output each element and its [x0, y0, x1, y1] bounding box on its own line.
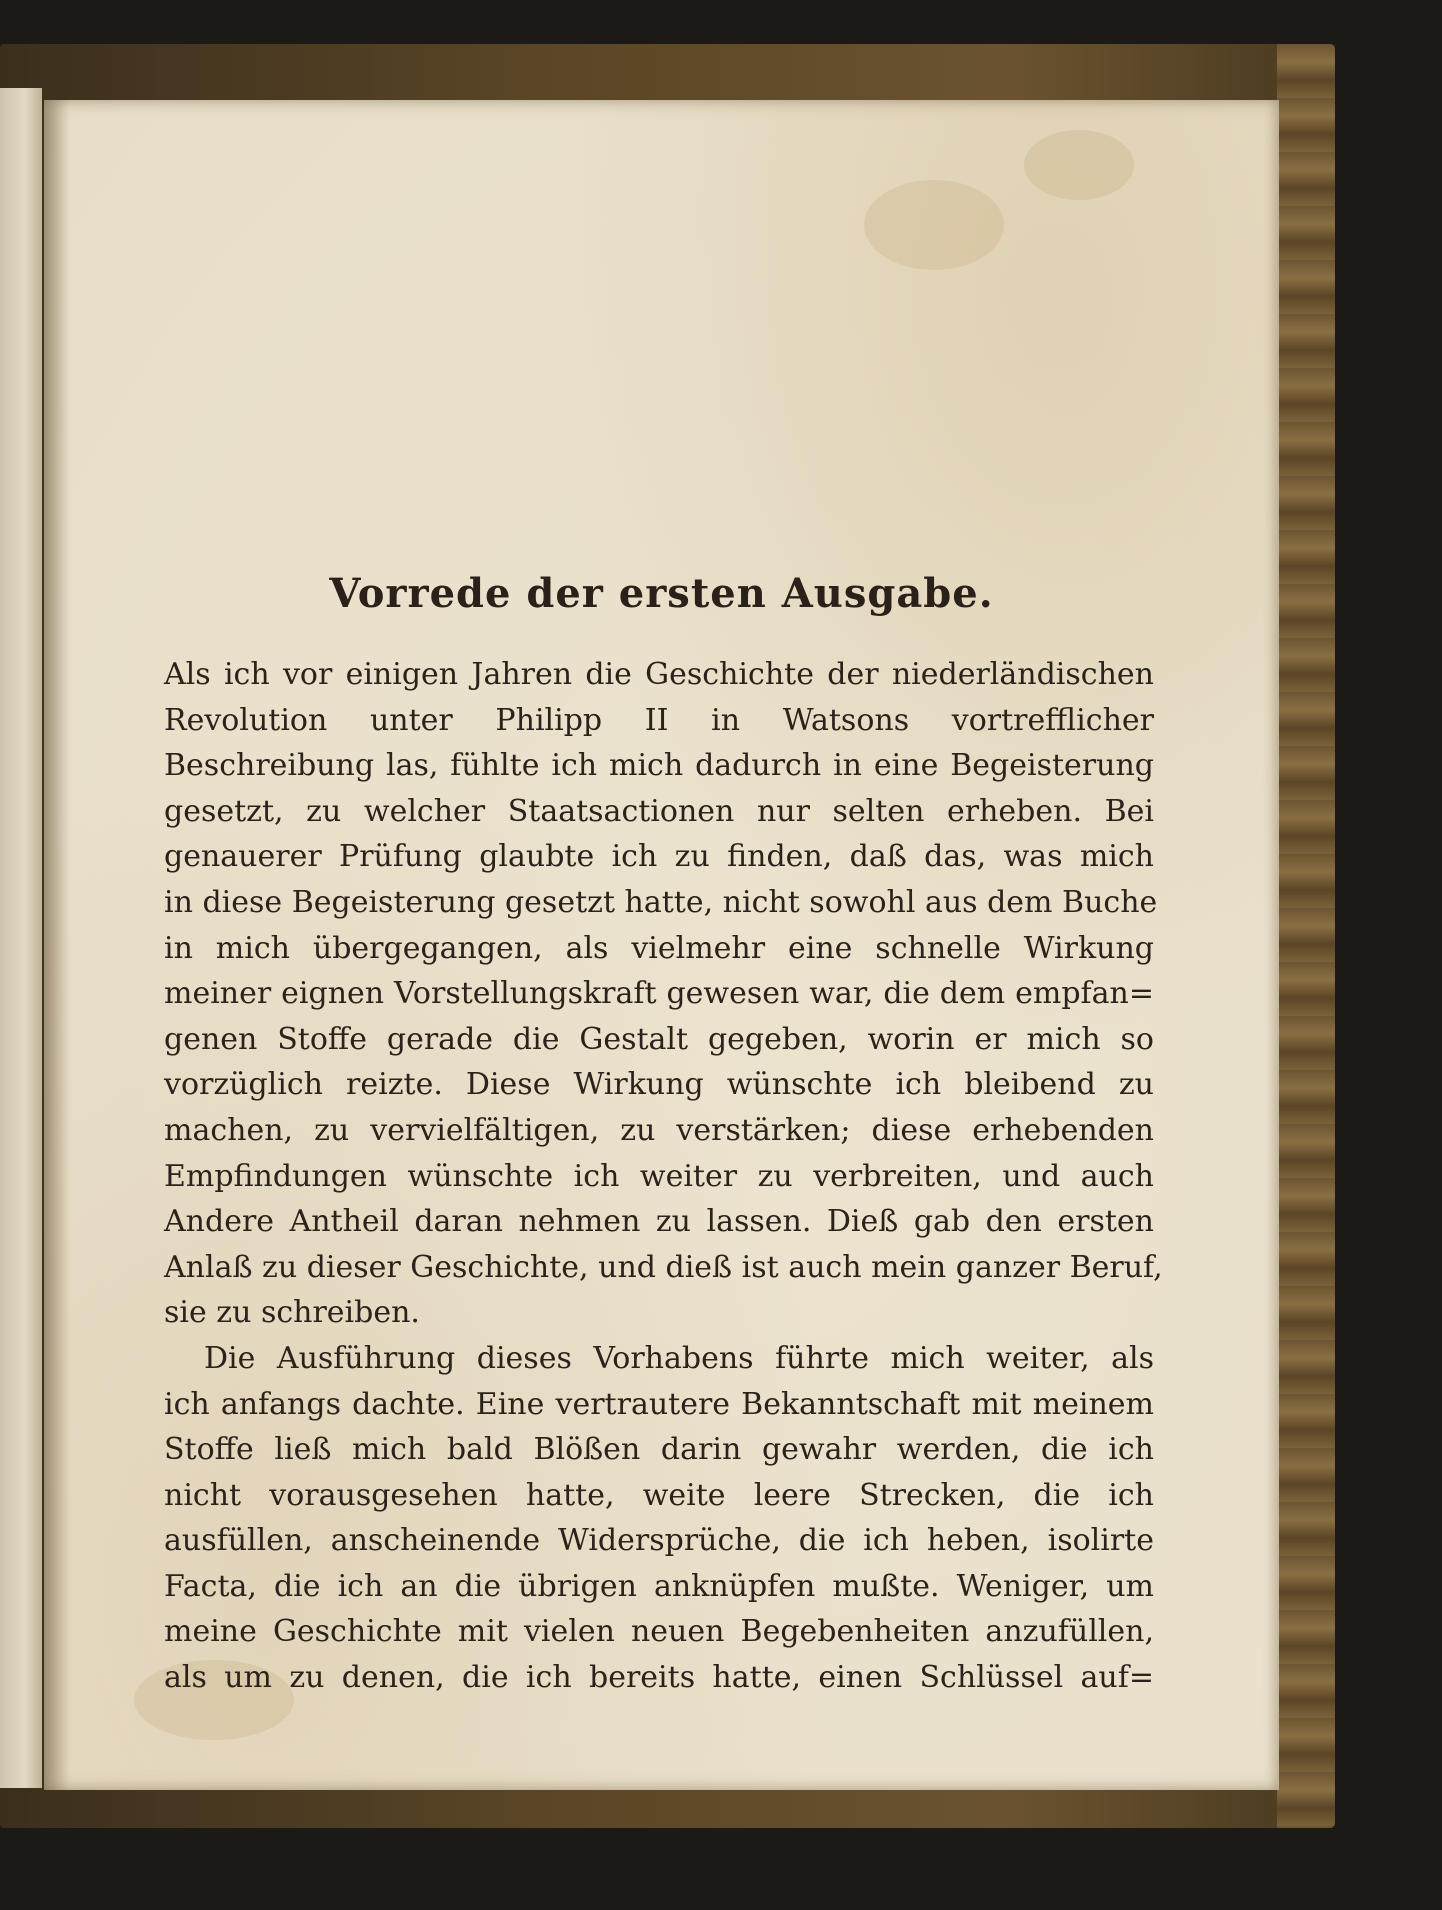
text-line: in mich übergegangen, als vielmehr eine schnelle Wirkung [164, 930, 1154, 966]
text-line: Anlaß zu dieser Geschichte, und dieß ist auch mein ganzer Beruf, [164, 1249, 1163, 1285]
body-text [164, 652, 1163, 1701]
text-line: meiner eignen Vorstellungskraft gewesen war, die dem empfan= [164, 976, 1154, 1012]
chapter-heading: Vorrede der ersten Ausgabe. [329, 570, 994, 617]
text-line: sie zu schreiben. [164, 1295, 420, 1331]
spine-shadow [44, 100, 70, 1790]
paragraph-1 [164, 652, 1163, 1336]
facing-page-edge [0, 88, 42, 1788]
text-line: nicht vorausgesehen hatte, weite leere Strecken, die ich [164, 1477, 1154, 1513]
text-line: Stoffe ließ mich bald Blößen darin gewahr werden, die ich [164, 1432, 1154, 1468]
paper-stain [864, 180, 1004, 270]
text-line: gesetzt, zu welcher Staatsactionen nur selten erheben. Bei [164, 793, 1154, 829]
text-line: Andere Antheil daran nehmen zu lassen. Dieß gab den ersten [164, 1204, 1154, 1240]
text-line: Als ich vor einigen Jahren die Geschichte der niederländischen [164, 657, 1154, 692]
text-line: machen, zu vervielfältigen, zu verstärken; diese erhebenden [164, 1112, 1154, 1148]
text-line: vorzüglich reizte. Diese Wirkung wünschte ich bleibend zu [164, 1067, 1154, 1103]
book-page [44, 100, 1279, 1790]
text-line: ich anfangs dachte. Eine vertrautere Bekanntschaft mit meinem [164, 1386, 1154, 1422]
text-line: Revolution unter Philipp II in Watsons vortrefflicher [164, 702, 1154, 738]
text-line: Facta, die ich an die übrigen anknüpfen mußte. Weniger, um [164, 1568, 1154, 1604]
text-line: genen Stoffe gerade die Gestalt gegeben, worin er mich so [164, 1021, 1154, 1057]
cover-edge [1277, 44, 1335, 1828]
text-line: in diese Begeisterung gesetzt hatte, nicht sowohl aus dem Buche [164, 884, 1158, 920]
text-line: genauerer Prüfung glaubte ich zu finden, daß das, was mich [164, 839, 1154, 875]
paper-stain [1024, 130, 1134, 200]
text-line: meine Geschichte mit vielen neuen Begebenheiten anzufüllen, [164, 1614, 1154, 1650]
text-line: Beschreibung las, fühlte ich mich dadurch in eine Begeisterung [164, 748, 1154, 784]
text-line: Die Ausführung dieses Vorhabens führte mich weiter, als [204, 1340, 1154, 1376]
text-line: ausfüllen, anscheinende Widersprüche, die ich heben, isolirte [164, 1523, 1154, 1559]
paragraph-2 [164, 1336, 1154, 1701]
text-line: als um zu denen, die ich bereits hatte, einen Schlüssel auf= [164, 1660, 1154, 1696]
text-line: Empfindungen wünschte ich weiter zu verbreiten, und auch [164, 1158, 1154, 1194]
